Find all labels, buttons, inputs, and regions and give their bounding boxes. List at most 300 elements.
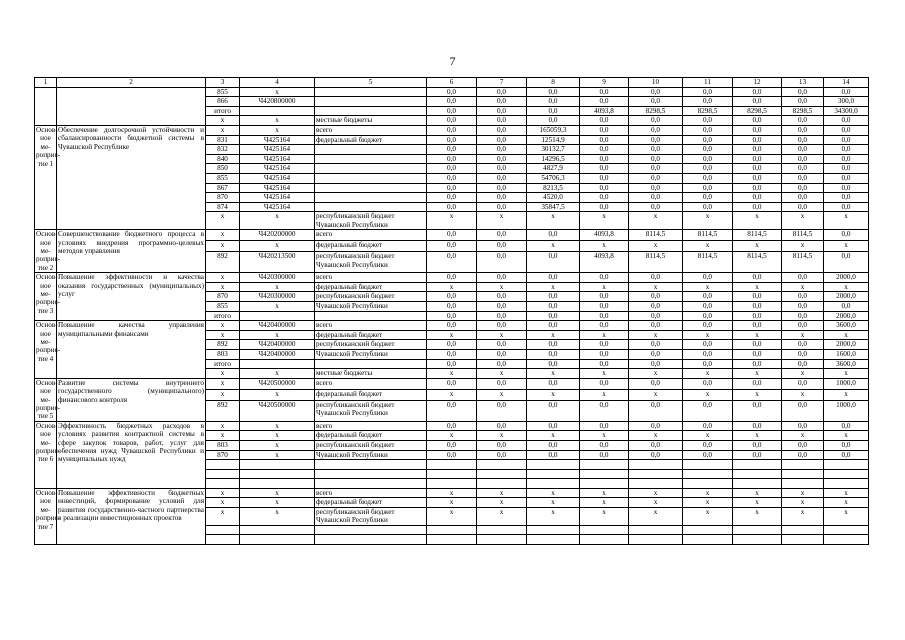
grbs-code-cell: 870: [206, 193, 240, 203]
value-cell: 0,0: [733, 135, 782, 145]
value-cell: 0,0: [477, 340, 527, 350]
funding-source-cell: [315, 106, 427, 116]
value-cell: 8114,5: [782, 230, 824, 241]
funding-source-cell: [315, 164, 427, 174]
target-code-cell: x: [240, 440, 315, 450]
value-cell: 0,0: [580, 301, 629, 311]
value-cell: 0,0: [683, 154, 733, 164]
value-cell: x: [683, 369, 733, 379]
budget-table-body: [35, 78, 869, 545]
grbs-code-cell: x: [206, 508, 240, 526]
funding-source-cell: [315, 97, 427, 107]
value-cell: 0,0: [527, 87, 580, 97]
grbs-code-cell: x: [206, 498, 240, 508]
value-cell: x: [477, 330, 527, 340]
value-cell: x: [782, 369, 824, 379]
value-cell: 2000,0: [824, 292, 869, 302]
value-cell: 4520,0: [527, 193, 580, 203]
value-cell: [782, 469, 824, 479]
target-code-cell: [240, 525, 315, 535]
value-cell: 0,0: [683, 378, 733, 389]
value-cell: [580, 469, 629, 479]
target-code-cell: x: [240, 125, 315, 135]
value-cell: x: [527, 282, 580, 292]
value-cell: x: [782, 282, 824, 292]
value-cell: x: [527, 369, 580, 379]
grbs-code-cell: [206, 469, 240, 479]
value-cell: [477, 469, 527, 479]
value-cell: 0,0: [427, 106, 477, 116]
grbs-code-cell: 855: [206, 301, 240, 311]
value-cell: x: [477, 498, 527, 508]
event-description-cell: Повышение эффективности и качества оказания государственных (муниципальных) услуг: [57, 273, 206, 321]
value-cell: x: [427, 369, 477, 379]
value-cell: 0,0: [782, 378, 824, 389]
grbs-code-cell: 866: [206, 97, 240, 107]
value-cell: 0,0: [782, 292, 824, 302]
value-cell: 0,0: [580, 164, 629, 174]
event-description-cell: Развитие системы внутреннего государственного (муниципального) финансового контроля: [57, 378, 206, 421]
funding-source-cell: всего: [315, 378, 427, 389]
value-cell: [527, 460, 580, 470]
value-cell: 0,0: [782, 173, 824, 183]
value-cell: 0,0: [527, 321, 580, 331]
funding-source-cell: [315, 145, 427, 155]
target-code-cell: x: [240, 369, 315, 379]
value-cell: x: [782, 488, 824, 498]
table-row: [35, 87, 869, 97]
value-cell: 0,0: [477, 154, 527, 164]
value-cell: x: [824, 369, 869, 379]
value-cell: x: [733, 488, 782, 498]
target-code-cell: Ч425164: [240, 145, 315, 155]
grbs-code-cell: 867: [206, 183, 240, 193]
funding-source-cell: Чувашской Республики: [315, 301, 427, 311]
column-header-10: 10: [629, 78, 683, 88]
value-cell: 0,0: [733, 378, 782, 389]
value-cell: 0,0: [733, 154, 782, 164]
value-cell: [527, 479, 580, 489]
grbs-code-cell: x: [206, 212, 240, 230]
column-header-14: 14: [824, 78, 869, 88]
target-code-cell: Ч425164: [240, 135, 315, 145]
value-cell: 0,0: [782, 401, 824, 422]
value-cell: x: [733, 330, 782, 340]
value-cell: 0,0: [580, 183, 629, 193]
value-cell: [527, 469, 580, 479]
value-cell: 0,0: [782, 321, 824, 331]
value-cell: 0,0: [782, 311, 824, 321]
value-cell: x: [427, 330, 477, 340]
value-cell: [427, 525, 477, 535]
value-cell: 0,0: [629, 116, 683, 126]
target-code-cell: Ч425164: [240, 193, 315, 203]
value-cell: x: [683, 508, 733, 526]
value-cell: x: [824, 212, 869, 230]
grbs-code-cell: x: [206, 241, 240, 252]
value-cell: 0,0: [629, 450, 683, 460]
value-cell: x: [824, 431, 869, 441]
value-cell: x: [477, 369, 527, 379]
value-cell: x: [580, 369, 629, 379]
value-cell: x: [683, 498, 733, 508]
grbs-code-cell: [206, 525, 240, 535]
grbs-code-cell: итого: [206, 311, 240, 321]
value-cell: x: [477, 488, 527, 498]
value-cell: 0,0: [580, 292, 629, 302]
value-cell: 0,0: [427, 135, 477, 145]
value-cell: 4093,8: [580, 252, 629, 273]
value-cell: 0,0: [580, 401, 629, 422]
value-cell: 0,0: [427, 116, 477, 126]
grbs-code-cell: 892: [206, 340, 240, 350]
value-cell: 0,0: [733, 273, 782, 283]
value-cell: [782, 479, 824, 489]
target-code-cell: x: [240, 282, 315, 292]
funding-source-cell: республиканский бюджет Чувашской Республики: [315, 252, 427, 273]
value-cell: 0,0: [733, 87, 782, 97]
value-cell: 0,0: [733, 349, 782, 359]
value-cell: x: [629, 330, 683, 340]
value-cell: 0,0: [824, 87, 869, 97]
value-cell: 0,0: [477, 87, 527, 97]
value-cell: 0,0: [427, 359, 477, 369]
value-cell: x: [477, 389, 527, 400]
target-code-cell: Ч425164: [240, 173, 315, 183]
value-cell: 4093,8: [580, 230, 629, 241]
value-cell: 8114,5: [629, 252, 683, 273]
value-cell: 0,0: [527, 116, 580, 126]
value-cell: 0,0: [733, 401, 782, 422]
value-cell: 0,0: [733, 440, 782, 450]
value-cell: 0,0: [477, 440, 527, 450]
value-cell: 0,0: [782, 87, 824, 97]
value-cell: 0,0: [477, 301, 527, 311]
funding-source-cell: Чувашской Республики: [315, 450, 427, 460]
value-cell: 0,0: [427, 252, 477, 273]
event-description-cell: [57, 87, 206, 125]
value-cell: [733, 525, 782, 535]
value-cell: 0,0: [629, 421, 683, 431]
value-cell: x: [629, 498, 683, 508]
value-cell: [683, 525, 733, 535]
value-cell: 0,0: [782, 135, 824, 145]
funding-source-cell: всего: [315, 125, 427, 135]
value-cell: 0,0: [427, 440, 477, 450]
value-cell: 165059,3: [527, 125, 580, 135]
value-cell: 0,0: [683, 97, 733, 107]
value-cell: 8114,5: [733, 252, 782, 273]
value-cell: 35847,5: [527, 202, 580, 212]
grbs-code-cell: 855: [206, 87, 240, 97]
value-cell: x: [629, 508, 683, 526]
value-cell: x: [683, 330, 733, 340]
grbs-code-cell: x: [206, 330, 240, 340]
value-cell: 0,0: [782, 359, 824, 369]
value-cell: 0,0: [580, 359, 629, 369]
value-cell: x: [580, 241, 629, 252]
value-cell: x: [824, 508, 869, 526]
value-cell: x: [824, 241, 869, 252]
target-code-cell: Ч420500000: [240, 401, 315, 422]
value-cell: 0,0: [427, 349, 477, 359]
value-cell: 0,0: [527, 450, 580, 460]
value-cell: x: [629, 488, 683, 498]
value-cell: 3600,0: [824, 321, 869, 331]
target-code-cell: Ч425164: [240, 164, 315, 174]
grbs-code-cell: x: [206, 273, 240, 283]
value-cell: 0,0: [733, 421, 782, 431]
funding-source-cell: федеральный бюджет: [315, 282, 427, 292]
value-cell: 0,0: [824, 421, 869, 431]
value-cell: x: [580, 488, 629, 498]
value-cell: 0,0: [782, 202, 824, 212]
value-cell: 0,0: [477, 173, 527, 183]
value-cell: 0,0: [580, 440, 629, 450]
funding-source-cell: федеральный бюджет: [315, 389, 427, 400]
funding-source-cell: [315, 183, 427, 193]
value-cell: 0,0: [683, 311, 733, 321]
target-code-cell: Ч420400000: [240, 340, 315, 350]
value-cell: x: [527, 212, 580, 230]
budget-table-container: [34, 77, 868, 545]
value-cell: 0,0: [477, 97, 527, 107]
funding-source-cell: всего: [315, 230, 427, 241]
value-cell: 0,0: [477, 378, 527, 389]
value-cell: [683, 535, 733, 545]
value-cell: 0,0: [477, 292, 527, 302]
grbs-code-cell: 870: [206, 450, 240, 460]
value-cell: x: [683, 241, 733, 252]
value-cell: 0,0: [782, 164, 824, 174]
value-cell: 0,0: [629, 135, 683, 145]
value-cell: x: [683, 431, 733, 441]
value-cell: 0,0: [477, 193, 527, 203]
event-description-cell: Повышение качества управления муниципальными финансами: [57, 321, 206, 379]
value-cell: [629, 479, 683, 489]
grbs-code-cell: x: [206, 321, 240, 331]
value-cell: [683, 460, 733, 470]
value-cell: 8114,5: [683, 230, 733, 241]
event-label-cell: Основ-ное ме-роприя-тие 2: [36, 230, 61, 272]
value-cell: 0,0: [527, 378, 580, 389]
value-cell: 0,0: [427, 230, 477, 241]
funding-source-cell: всего: [315, 321, 427, 331]
value-cell: x: [683, 212, 733, 230]
value-cell: [733, 469, 782, 479]
value-cell: 1600,0: [824, 349, 869, 359]
value-cell: 0,0: [580, 349, 629, 359]
value-cell: 0,0: [477, 202, 527, 212]
value-cell: 0,0: [427, 273, 477, 283]
value-cell: 8114,5: [782, 252, 824, 273]
value-cell: [527, 525, 580, 535]
value-cell: 0,0: [629, 440, 683, 450]
value-cell: x: [580, 431, 629, 441]
value-cell: 0,0: [733, 173, 782, 183]
column-header-12: 12: [733, 78, 782, 88]
value-cell: 0,0: [580, 202, 629, 212]
value-cell: 0,0: [427, 87, 477, 97]
target-code-cell: x: [240, 116, 315, 126]
value-cell: x: [629, 241, 683, 252]
target-code-cell: Ч425164: [240, 202, 315, 212]
value-cell: x: [580, 282, 629, 292]
table-row: [35, 378, 869, 389]
funding-source-cell: Чувашской Республики: [315, 349, 427, 359]
grbs-code-cell: x: [206, 282, 240, 292]
target-code-cell: [240, 479, 315, 489]
value-cell: [477, 479, 527, 489]
value-cell: 0,0: [427, 193, 477, 203]
funding-source-cell: [315, 525, 427, 535]
grbs-code-cell: x: [206, 369, 240, 379]
value-cell: 0,0: [824, 230, 869, 241]
target-code-cell: x: [240, 431, 315, 441]
page-number: 7: [449, 54, 456, 68]
value-cell: 0,0: [683, 301, 733, 311]
value-cell: 0,0: [782, 450, 824, 460]
value-cell: 0,0: [477, 273, 527, 283]
value-cell: [477, 535, 527, 545]
value-cell: 0,0: [733, 116, 782, 126]
value-cell: x: [427, 508, 477, 526]
value-cell: x: [733, 431, 782, 441]
value-cell: 0,0: [580, 378, 629, 389]
value-cell: [824, 460, 869, 470]
event-description-cell: Эффективность бюджетных расходов в условиях развития контрактной системы в сфере закупок товаров, работ, услуг для обеспечения нужд Чувашской Республики и муниципальных нужд: [57, 421, 206, 488]
value-cell: [580, 460, 629, 470]
value-cell: x: [824, 330, 869, 340]
grbs-code-cell: x: [206, 116, 240, 126]
value-cell: x: [733, 282, 782, 292]
value-cell: 0,0: [683, 183, 733, 193]
value-cell: 0,0: [629, 378, 683, 389]
value-cell: 0,0: [580, 135, 629, 145]
value-cell: 0,0: [733, 145, 782, 155]
value-cell: x: [427, 282, 477, 292]
event-label-cell: Основ-ное ме-роприя-тие 7: [35, 488, 57, 544]
value-cell: x: [527, 498, 580, 508]
column-header-5: 5: [315, 78, 427, 88]
funding-source-cell: федеральный бюджет: [315, 330, 427, 340]
value-cell: 0,0: [733, 321, 782, 331]
value-cell: 0,0: [683, 450, 733, 460]
value-cell: 0,0: [782, 125, 824, 135]
value-cell: x: [527, 389, 580, 400]
funding-source-cell: [315, 535, 427, 545]
funding-source-cell: [315, 87, 427, 97]
value-cell: 0,0: [629, 321, 683, 331]
table-row: [35, 421, 869, 431]
grbs-code-cell: 874: [206, 202, 240, 212]
target-code-cell: x: [240, 212, 315, 230]
value-cell: 0,0: [683, 173, 733, 183]
value-cell: 0,0: [629, 97, 683, 107]
value-cell: 8298,5: [629, 106, 683, 116]
target-code-cell: x: [240, 330, 315, 340]
value-cell: 0,0: [683, 116, 733, 126]
value-cell: x: [580, 498, 629, 508]
value-cell: x: [733, 498, 782, 508]
grbs-code-cell: x: [206, 230, 240, 241]
value-cell: 0,0: [477, 241, 527, 252]
event-description-cell: Совершенствование бюджетного процесса в условиях внедрения программно-целевых методов управления: [57, 230, 206, 273]
value-cell: 0,0: [477, 349, 527, 359]
grbs-code-cell: [206, 535, 240, 545]
value-cell: x: [629, 369, 683, 379]
value-cell: 0,0: [477, 183, 527, 193]
value-cell: 0,0: [427, 301, 477, 311]
value-cell: 0,0: [733, 292, 782, 302]
value-cell: 0,0: [824, 154, 869, 164]
funding-source-cell: федеральный бюджет: [315, 431, 427, 441]
value-cell: [427, 469, 477, 479]
value-cell: 0,0: [629, 202, 683, 212]
value-cell: 0,0: [477, 421, 527, 431]
table-header-row: [35, 78, 869, 88]
grbs-code-cell: итого: [206, 359, 240, 369]
event-label-cell: Основ-ное ме-роприя-тие 4: [35, 321, 57, 379]
value-cell: 0,0: [427, 145, 477, 155]
value-cell: 0,0: [683, 135, 733, 145]
value-cell: [733, 535, 782, 545]
value-cell: 0,0: [683, 273, 733, 283]
value-cell: 0,0: [477, 311, 527, 321]
funding-source-cell: федеральный бюджет: [315, 498, 427, 508]
value-cell: 0,0: [527, 311, 580, 321]
grbs-code-cell: 892: [206, 401, 240, 422]
value-cell: 0,0: [629, 349, 683, 359]
value-cell: 0,0: [477, 164, 527, 174]
value-cell: 0,0: [427, 421, 477, 431]
grbs-code-cell: 840: [206, 154, 240, 164]
target-code-cell: Ч420400000: [240, 349, 315, 359]
funding-source-cell: [315, 460, 427, 470]
value-cell: 4093,8: [580, 106, 629, 116]
value-cell: x: [427, 488, 477, 498]
target-code-cell: Ч420200000: [240, 230, 315, 241]
value-cell: 0,0: [527, 292, 580, 302]
target-code-cell: x: [240, 301, 315, 311]
value-cell: 0,0: [733, 359, 782, 369]
event-label-cell: [35, 87, 57, 125]
value-cell: 0,0: [824, 301, 869, 311]
value-cell: [629, 525, 683, 535]
column-header-8: 8: [527, 78, 580, 88]
value-cell: 0,0: [427, 125, 477, 135]
value-cell: 2000,0: [824, 311, 869, 321]
value-cell: 0,0: [527, 421, 580, 431]
funding-source-cell: республиканский бюджет: [315, 292, 427, 302]
value-cell: 0,0: [527, 401, 580, 422]
funding-source-cell: республиканский бюджет: [315, 340, 427, 350]
value-cell: x: [782, 389, 824, 400]
grbs-code-cell: x: [206, 125, 240, 135]
value-cell: 0,0: [824, 173, 869, 183]
value-cell: x: [580, 212, 629, 230]
target-code-cell: [240, 359, 315, 369]
value-cell: 2000,0: [824, 340, 869, 350]
value-cell: 0,0: [683, 349, 733, 359]
value-cell: x: [477, 431, 527, 441]
target-code-cell: [240, 460, 315, 470]
funding-source-cell: всего: [315, 421, 427, 431]
value-cell: 0,0: [629, 311, 683, 321]
value-cell: 0,0: [477, 450, 527, 460]
value-cell: x: [527, 431, 580, 441]
value-cell: 34300,0: [824, 106, 869, 116]
